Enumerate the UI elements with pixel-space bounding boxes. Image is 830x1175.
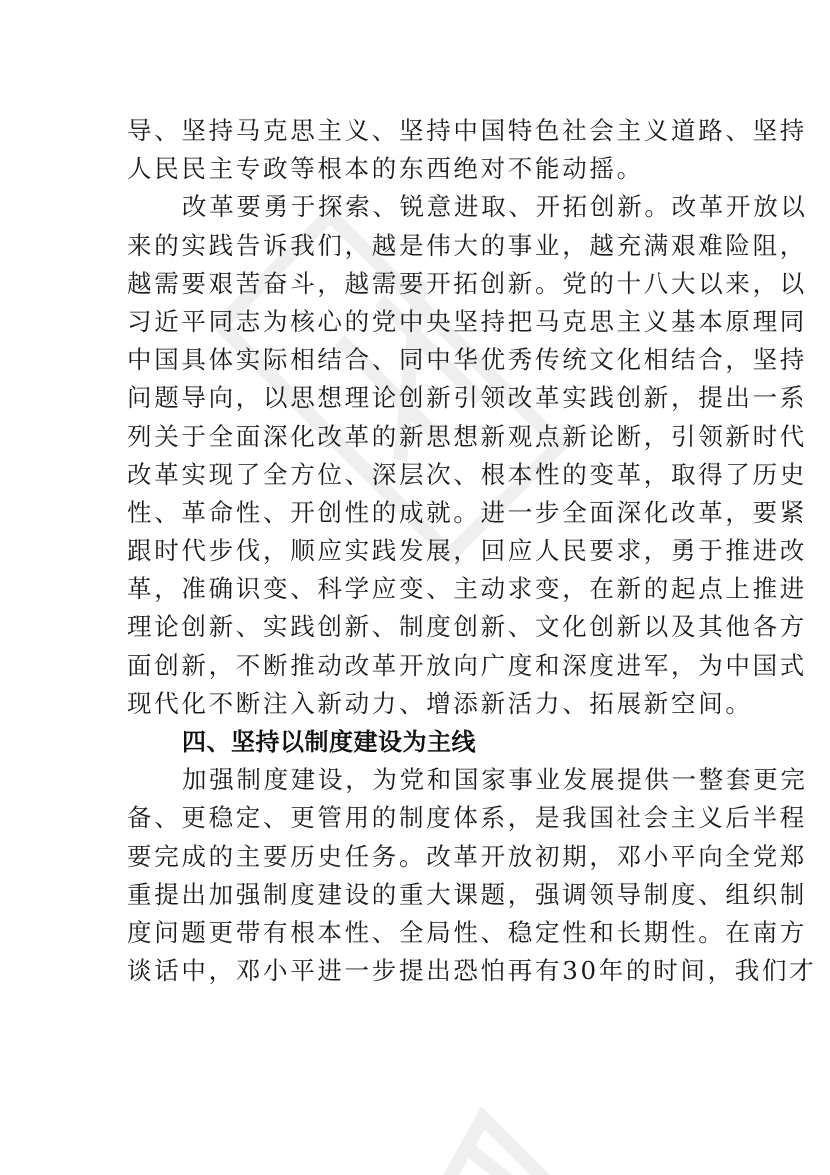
- text-line: 谈话中，邓小平进一步提出恐怕再有30年的时间，我们才: [127, 956, 817, 986]
- text-line: 面创新，不断推动改革开放向广度和深度进军，为中国式: [127, 650, 807, 680]
- text-line: 列关于全面深化改革的新思想新观点新论断，引领新时代: [127, 421, 807, 451]
- paragraph: [127, 112, 807, 188]
- text-line: 习近平同志为核心的党中央坚持把马克思主义基本原理同: [127, 306, 807, 336]
- text-line: 加强制度建设，为党和国家事业发展提供一整套更完: [182, 765, 808, 795]
- section-heading: [127, 723, 703, 761]
- text-line: 备、更稳定、更管用的制度体系，是我国社会主义后半程: [127, 803, 807, 833]
- document-body: [127, 112, 817, 990]
- text-line: 革，准确识变、科学应变、主动求变，在新的起点上推进: [127, 574, 807, 604]
- text-line: 理论创新、实践创新、制度创新、文化创新以及其他各方: [127, 612, 807, 642]
- paragraph: [127, 761, 817, 990]
- text-line: 要完成的主要历史任务。改革开放初期，邓小平向全党郑: [127, 841, 807, 871]
- text-line: 现代化不断注入新动力、增添新活力、拓展新空间。: [127, 688, 753, 718]
- text-line: 问题导向，以思想理论创新引领改革实践创新，提出一系: [127, 383, 807, 413]
- text-line: 中国具体实际相结合、同中华优秀传统文化相结合，坚持: [127, 345, 807, 375]
- text-line: 跟时代步伐，顺应实践发展，回应人民要求，勇于推进改: [127, 536, 807, 566]
- text-line: 来的实践告诉我们，越是伟大的事业，越充满艰难险阻，: [127, 230, 807, 260]
- text-line: 度问题更带有根本性、全局性、稳定性和长期性。在南方: [127, 917, 807, 947]
- heading-text: 四、坚持以制度建设为主线: [182, 728, 476, 756]
- text-line: 人民民主专政等根本的东西绝对不能动摇。: [127, 154, 644, 184]
- text-line: 改革实现了全方位、深层次、根本性的变革，取得了历史: [127, 459, 807, 489]
- paragraph: [127, 188, 808, 723]
- text-line: 重提出加强制度建设的重大课题，强调领导制度、组织制: [127, 879, 807, 909]
- text-line: 改革要勇于探索、锐意进取、开拓创新。改革开放以: [182, 192, 808, 222]
- text-line: 性、革命性、开创性的成就。进一步全面深化改革，要紧: [127, 497, 807, 527]
- text-line: 越需要艰苦奋斗，越需要开拓创新。党的十八大以来，以: [127, 268, 807, 298]
- text-line: 导、坚持马克思主义、坚持中国特色社会主义道路、坚持: [127, 116, 807, 145]
